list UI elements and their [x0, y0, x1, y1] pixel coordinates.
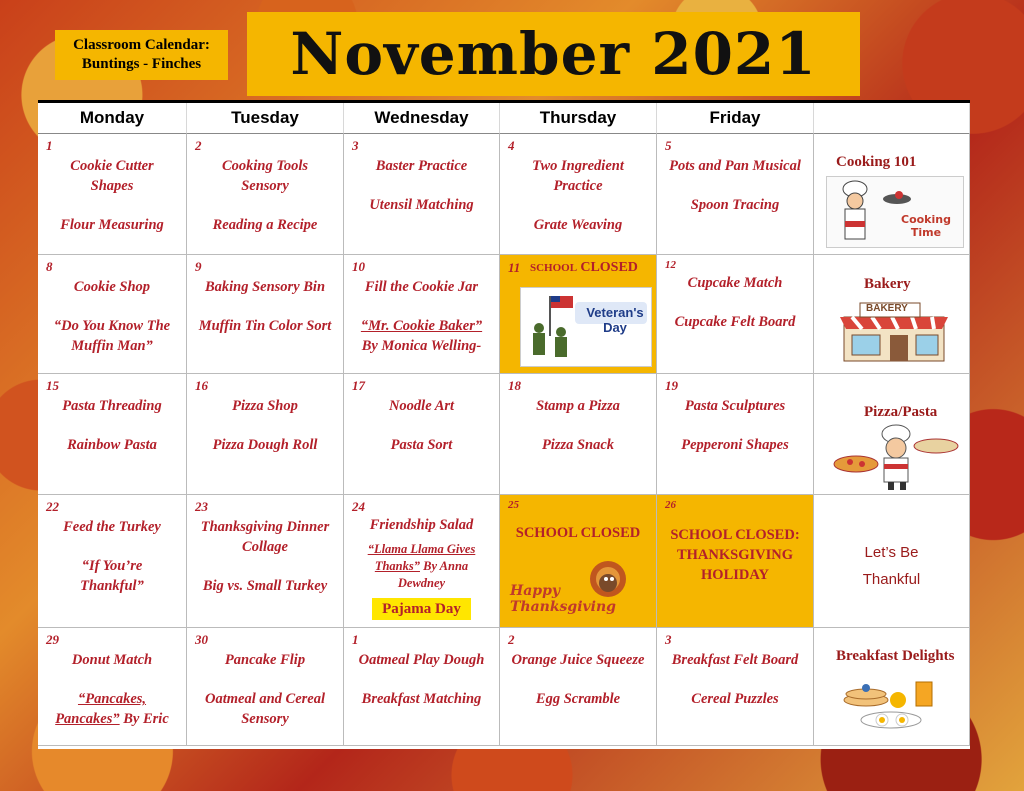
day-cell — [657, 255, 814, 374]
book-title: “Llama Llama Gives — [367, 542, 476, 556]
weekday-theme — [814, 103, 970, 134]
day-cell-closed — [500, 255, 657, 374]
book-title: “Pancakes, — [77, 691, 147, 707]
day-number: 24 — [352, 499, 365, 514]
activity: Breakfast Felt Board — [671, 652, 799, 668]
pajama-day-badge: Pajama Day — [372, 598, 471, 620]
theme-title-line-1: Let’s Be — [864, 544, 919, 561]
day-cell-closed — [657, 495, 814, 628]
closed-word-2: CLOSED — [580, 260, 638, 275]
title-banner — [247, 12, 860, 96]
calendar-grid — [38, 100, 970, 749]
day-number: 18 — [508, 378, 521, 393]
cooking-time-text: Cooking Time — [901, 213, 951, 239]
label-line-1: Classroom Calendar: — [73, 37, 210, 53]
day-number: 9 — [195, 259, 202, 274]
day-number: 16 — [195, 378, 208, 393]
activity: Thanksgiving Dinner — [200, 519, 330, 535]
activity: Pizza Snack — [541, 437, 615, 453]
activity: Fill the Cookie Jar — [364, 279, 479, 295]
activity: Cookie Shop — [73, 279, 151, 295]
theme-cell — [814, 374, 970, 495]
book-title-2: Thanks” — [374, 559, 420, 573]
activity: Sensory — [241, 178, 289, 194]
bakery-sign-text: BAKERY — [866, 303, 908, 314]
activity: Big vs. Small Turkey — [202, 578, 328, 594]
day-cell — [187, 255, 344, 374]
day-number: 3 — [665, 632, 672, 647]
activity: Friendship Salad — [369, 517, 474, 533]
day-cell — [344, 255, 500, 374]
closed-word-1: SCHOOL — [530, 262, 578, 274]
closed-line-2: THANKSGIVING — [676, 547, 794, 563]
page-title: November 2021 — [290, 20, 817, 88]
day-cell — [500, 374, 657, 495]
theme-cell — [814, 628, 970, 746]
day-cell — [344, 628, 500, 746]
activity: Spoon Tracing — [690, 197, 780, 213]
activity: Noodle Art — [388, 398, 455, 414]
activity: Thankful” — [80, 578, 144, 594]
weekday-friday: Friday — [657, 103, 814, 134]
activity: Pasta Threading — [62, 398, 162, 414]
theme-title: Bakery — [864, 276, 911, 292]
theme-cell — [814, 495, 970, 628]
day-number: 17 — [352, 378, 365, 393]
day-cell — [500, 134, 657, 255]
weekday-monday: Monday — [38, 103, 187, 134]
activity: Oatmeal and Cereal — [204, 691, 326, 707]
day-cell — [38, 495, 187, 628]
activity: Oatmeal Play Dough — [358, 652, 485, 668]
day-number: 1 — [46, 138, 53, 153]
veterans-day-text: Veteran's Day — [586, 305, 644, 335]
day-number: 25 — [508, 499, 519, 511]
closed-notice: SCHOOL CLOSED — [515, 525, 641, 541]
day-number: 15 — [46, 378, 59, 393]
day-number: 10 — [352, 259, 365, 274]
activity: Cookie Cutter — [70, 158, 154, 174]
weekday-wednesday: Wednesday — [344, 103, 500, 134]
day-number: 2 — [508, 632, 515, 647]
bakery-image — [832, 295, 962, 365]
closed-notice — [530, 259, 638, 276]
book-author: By Eric — [119, 711, 169, 727]
thanksgiving-image — [508, 557, 654, 621]
activity: Practice — [553, 178, 603, 194]
day-number: 8 — [46, 259, 53, 274]
day-number: 1 — [352, 632, 359, 647]
day-number: 11 — [508, 260, 521, 275]
theme-title-line-2: Thankful — [862, 571, 921, 588]
theme-title: Cooking 101 — [836, 154, 917, 170]
book-line — [344, 541, 499, 592]
closed-line-1: SCHOOL CLOSED: — [670, 527, 800, 543]
activity: Baster Practice — [375, 158, 468, 174]
activity: Cooking Tools — [221, 158, 309, 174]
day-number: 3 — [352, 138, 359, 153]
pizza-chef-icon — [832, 424, 962, 490]
activity: Rainbow Pasta — [67, 437, 157, 453]
breakfast-icon — [836, 676, 946, 732]
day-number: 19 — [665, 378, 678, 393]
theme-title: Pizza/Pasta — [864, 404, 938, 420]
day-number: 4 — [508, 138, 515, 153]
happy-thanksgiving-text: Happy Thanksgiving — [510, 583, 616, 615]
weekday-thursday: Thursday — [500, 103, 657, 134]
activity: Pizza Dough Roll — [212, 437, 318, 453]
label-line-2: Buntings - Finches — [81, 56, 202, 72]
activity: Feed the Turkey — [63, 519, 161, 535]
day-number: 12 — [665, 259, 676, 271]
activity: “Do You Know The — [53, 318, 171, 334]
day-cell — [38, 255, 187, 374]
book-title: “Mr. Cookie Baker” — [360, 318, 483, 334]
activity: Pepperoni Shapes — [681, 437, 789, 453]
day-cell — [187, 374, 344, 495]
activity: Collage — [242, 539, 288, 555]
day-cell — [187, 134, 344, 255]
activity: Sensory — [241, 711, 289, 727]
activity: Pasta Sculptures — [684, 398, 786, 414]
activity: Donut Match — [71, 652, 153, 668]
calendar-label — [55, 30, 228, 80]
activity: Cereal Puzzles — [691, 691, 779, 707]
activity: Cupcake Felt Board — [674, 314, 796, 330]
book-author: By Monica Welling- — [361, 338, 482, 354]
weekday-tuesday: Tuesday — [187, 103, 344, 134]
day-number: 29 — [46, 632, 59, 647]
book-author: By Anna — [419, 559, 469, 573]
day-cell — [38, 374, 187, 495]
day-cell — [657, 628, 814, 746]
day-cell-closed — [500, 495, 657, 628]
activity: Utensil Matching — [369, 197, 474, 213]
activity: Flour Measuring — [60, 217, 164, 233]
day-cell — [187, 495, 344, 628]
theme-cell — [814, 255, 970, 374]
activity: Baking Sensory Bin — [204, 279, 326, 295]
day-cell — [657, 134, 814, 255]
activity: Muffin Man” — [71, 338, 153, 354]
activity: Egg Scramble — [535, 691, 621, 707]
book-author-2: Dewdney — [397, 576, 446, 590]
day-number: 5 — [665, 138, 672, 153]
day-cell — [187, 628, 344, 746]
activity: Grate Weaving — [533, 217, 623, 233]
activity: Shapes — [90, 178, 134, 194]
activity: Two Ingredient — [532, 158, 624, 174]
theme-cell — [814, 134, 970, 255]
day-cell — [500, 628, 657, 746]
day-number: 30 — [195, 632, 208, 647]
activity: Reading a Recipe — [212, 217, 318, 233]
activity: Orange Juice Squeeze — [511, 652, 645, 668]
day-cell — [38, 134, 187, 255]
day-number: 26 — [665, 499, 676, 511]
day-cell — [344, 134, 500, 255]
activity: Muffin Tin Color Sort — [198, 318, 332, 334]
activity: Breakfast Matching — [361, 691, 482, 707]
closed-line-3: HOLIDAY — [701, 567, 769, 583]
day-cell — [344, 495, 500, 628]
day-cell — [657, 374, 814, 495]
day-number: 23 — [195, 499, 208, 514]
activity: “If You’re — [81, 558, 143, 574]
activity: Pots and Pan Musical — [669, 158, 801, 174]
activity: Pasta Sort — [390, 437, 453, 453]
activity: Cupcake Match — [687, 275, 783, 291]
day-cell — [38, 628, 187, 746]
theme-title: Breakfast Delights — [836, 648, 955, 664]
veterans-day-image — [520, 287, 652, 367]
day-number: 22 — [46, 499, 59, 514]
book-title-2: Pancakes” — [55, 711, 120, 727]
activity: Stamp a Pizza — [536, 398, 620, 414]
day-cell — [344, 374, 500, 495]
day-number: 2 — [195, 138, 202, 153]
activity: Pancake Flip — [224, 652, 306, 668]
cooking-chef-image — [826, 176, 964, 248]
activity: Pizza Shop — [232, 398, 298, 414]
